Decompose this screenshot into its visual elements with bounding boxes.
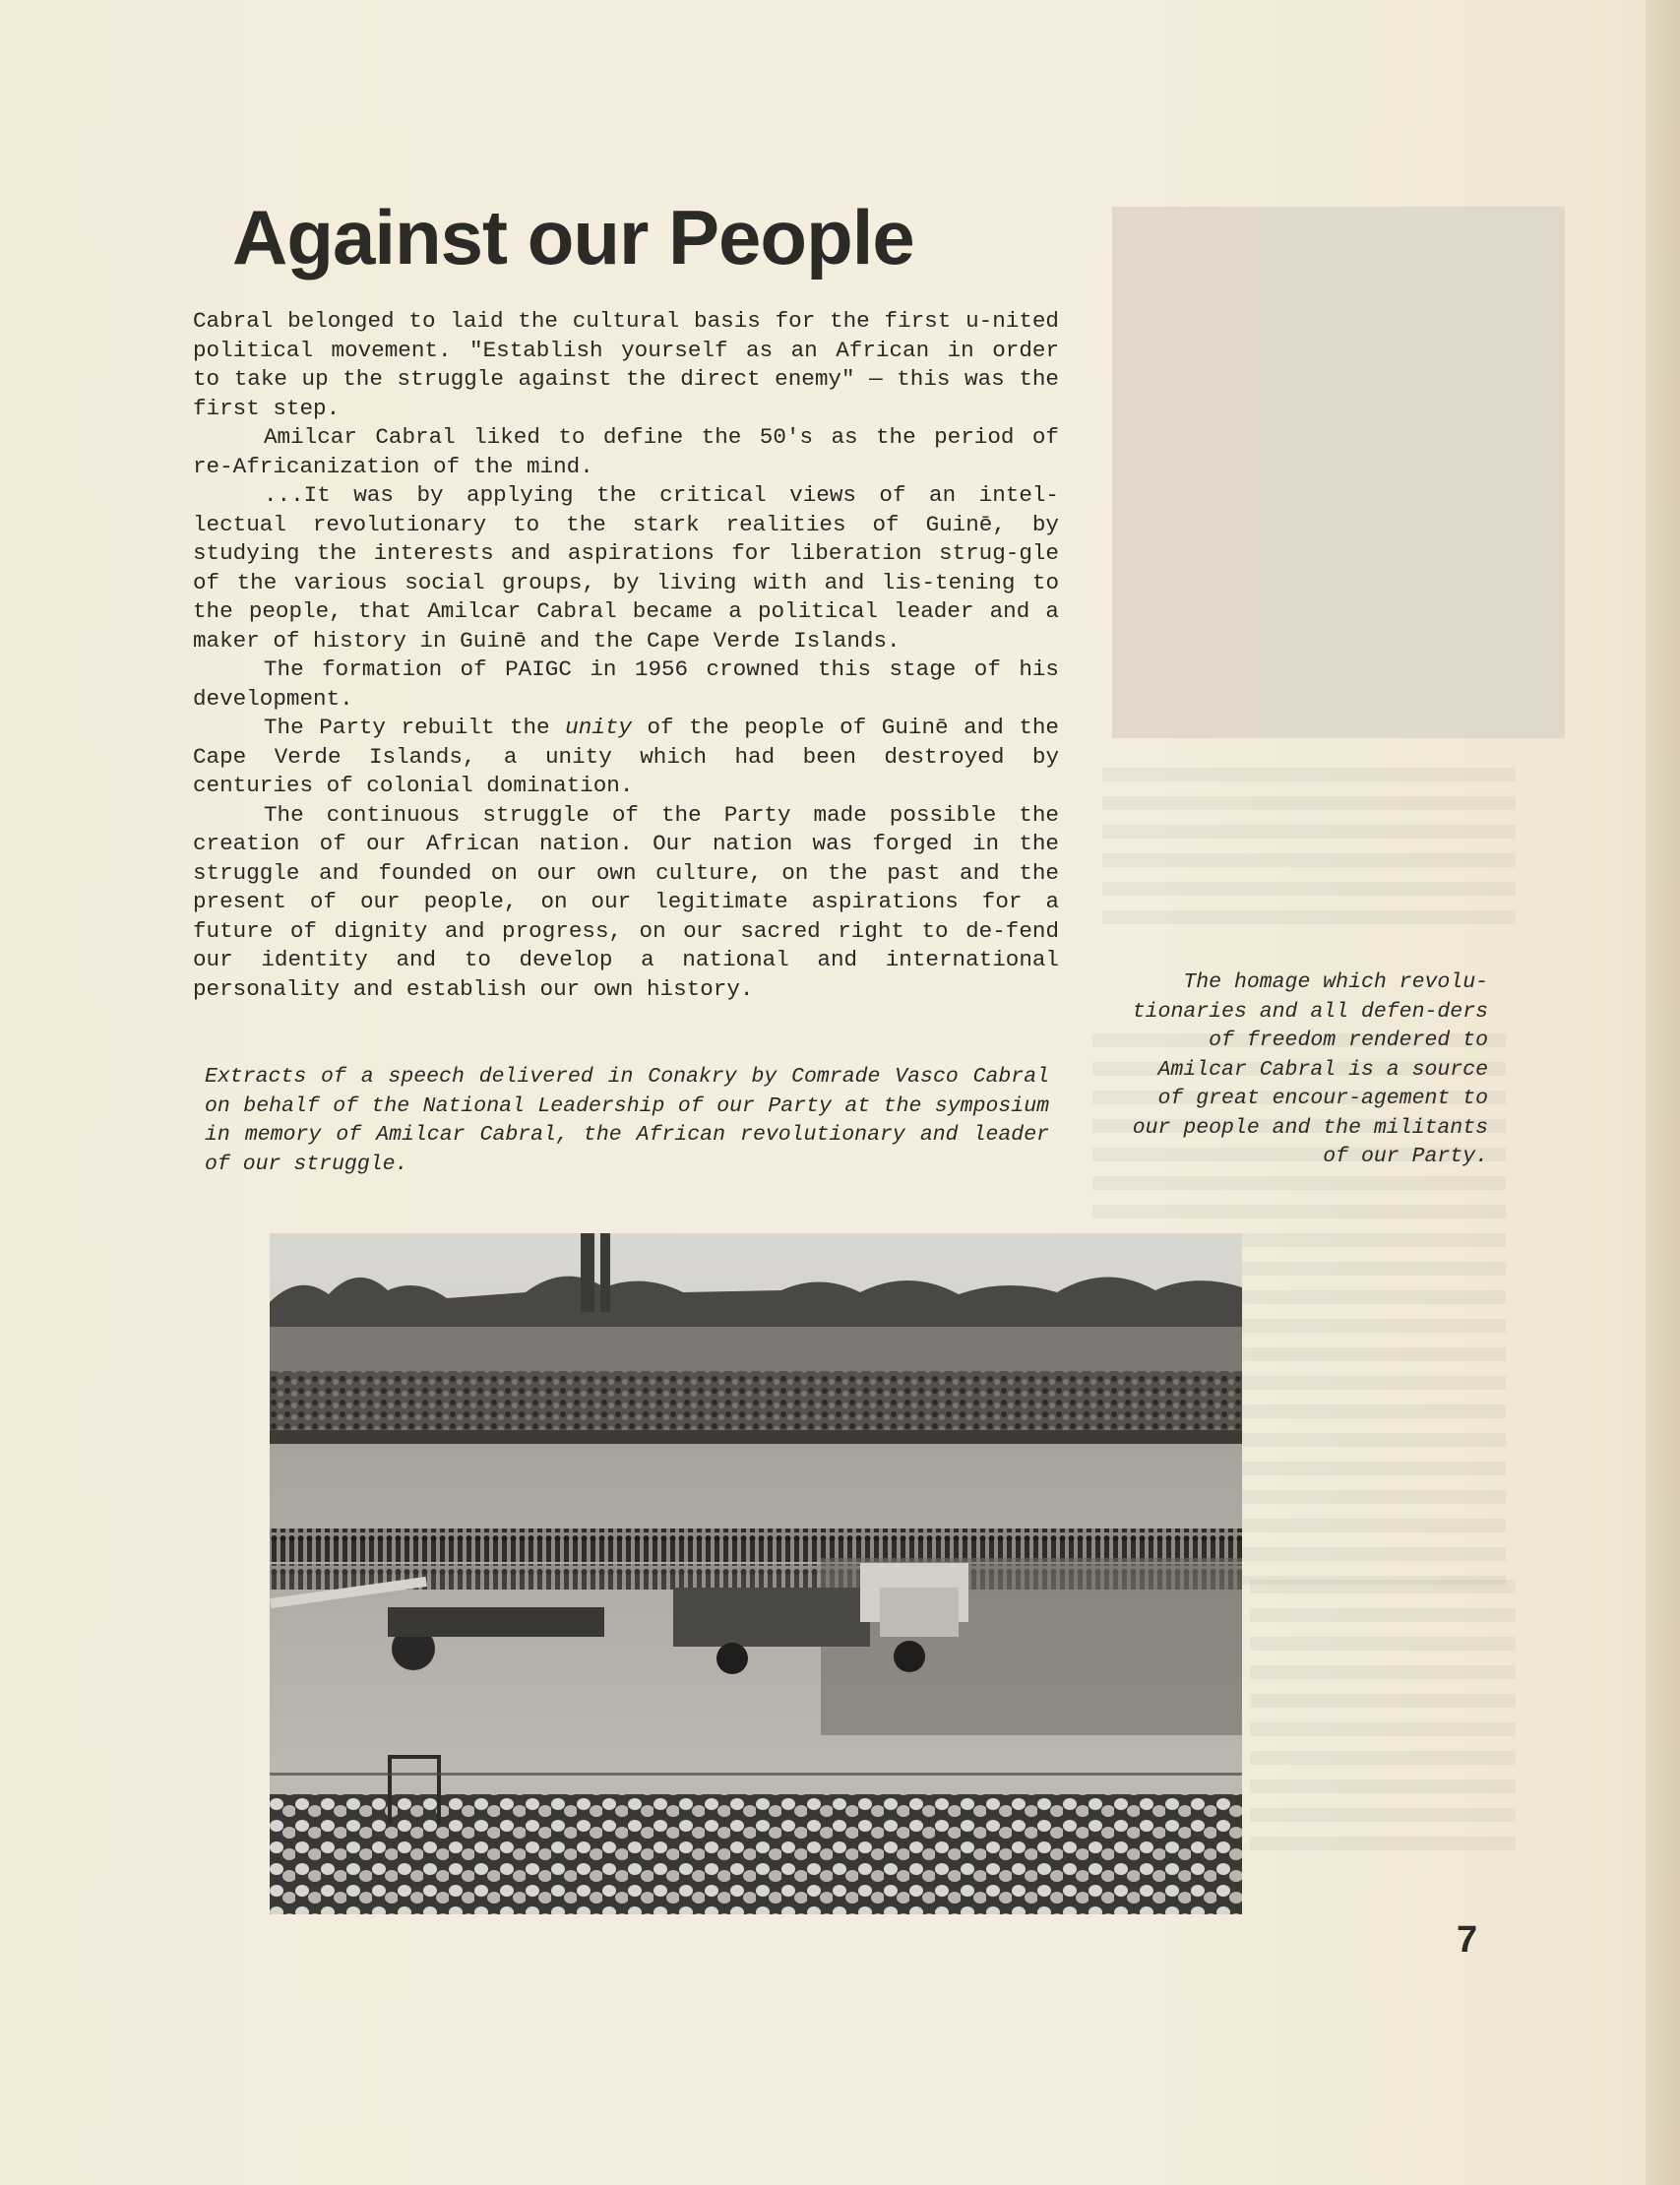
- page-edge: [1646, 0, 1680, 2185]
- stadium-ceremony-photo: [270, 1233, 1242, 1914]
- stadium-photo-illustration: [270, 1233, 1242, 1914]
- article-body: [193, 307, 1059, 1004]
- paragraph-2: Amilcar Cabral liked to define the 50's as the period of re-Africanization of the mind.: [193, 424, 1059, 479]
- show-through-texture: [1102, 768, 1516, 935]
- paragraph-5: [193, 714, 1059, 801]
- article-title: Against our People: [232, 194, 914, 281]
- speech-extract-note: Extracts of a speech delivered in Conakry by Comrade Vasco Cabral on behalf of the National Leadership of our Party at the symposium in memory of Amilcar Cabral, the African revolutionary and leader of our struggle.: [205, 1065, 1049, 1176]
- paragraph-1: Cabral belonged to laid the cultural basis for the first u-nited political movement. "Establish yourself as an African in order to take up the struggle against the direct enemy" — this was the first step.: [193, 308, 1059, 421]
- paragraph-5-end: of the people of Guinē and the Cape Verde Islands, a unity which had been destroyed by centuries of colonial domination.: [193, 715, 1059, 798]
- photo-caption: The homage which revolu-tionaries and all defen-ders of freedom rendered to Amilcar Cabral is a source of great encour-agement to our people and the militants of our Party.: [1132, 970, 1488, 1168]
- paragraph-3: ...It was by applying the critical views of an intel-lectual revolutionary to the stark realities of Guinē, by studying the interests and aspirations for liberation strug-gle of the various social groups, by living with and lis-tening to the people, that Amilcar Cabral became a political leader and a maker of history in Guinē and the Cape Verde Islands.: [193, 482, 1059, 654]
- paragraph-4: The formation of PAIGC in 1956 crowned this stage of his development.: [193, 656, 1059, 712]
- show-through-texture: [1250, 1580, 1516, 1865]
- unity-emphasis: unity: [565, 715, 632, 740]
- paragraph-5-start: The Party rebuilt the: [264, 715, 566, 740]
- paragraph-6: The continuous struggle of the Party made possible the creation of our African nation. Our nation was forged in the struggle and founded on our own culture, on the past and the present of our people, on our legitimate aspirations for a future of dignity and progress, on our sacred right to de-fend our identity and to develop a national and international personality and establish our own history.: [193, 801, 1059, 1002]
- page-number: 7: [1457, 1919, 1478, 1961]
- show-through-photo-shadow: [1112, 207, 1565, 738]
